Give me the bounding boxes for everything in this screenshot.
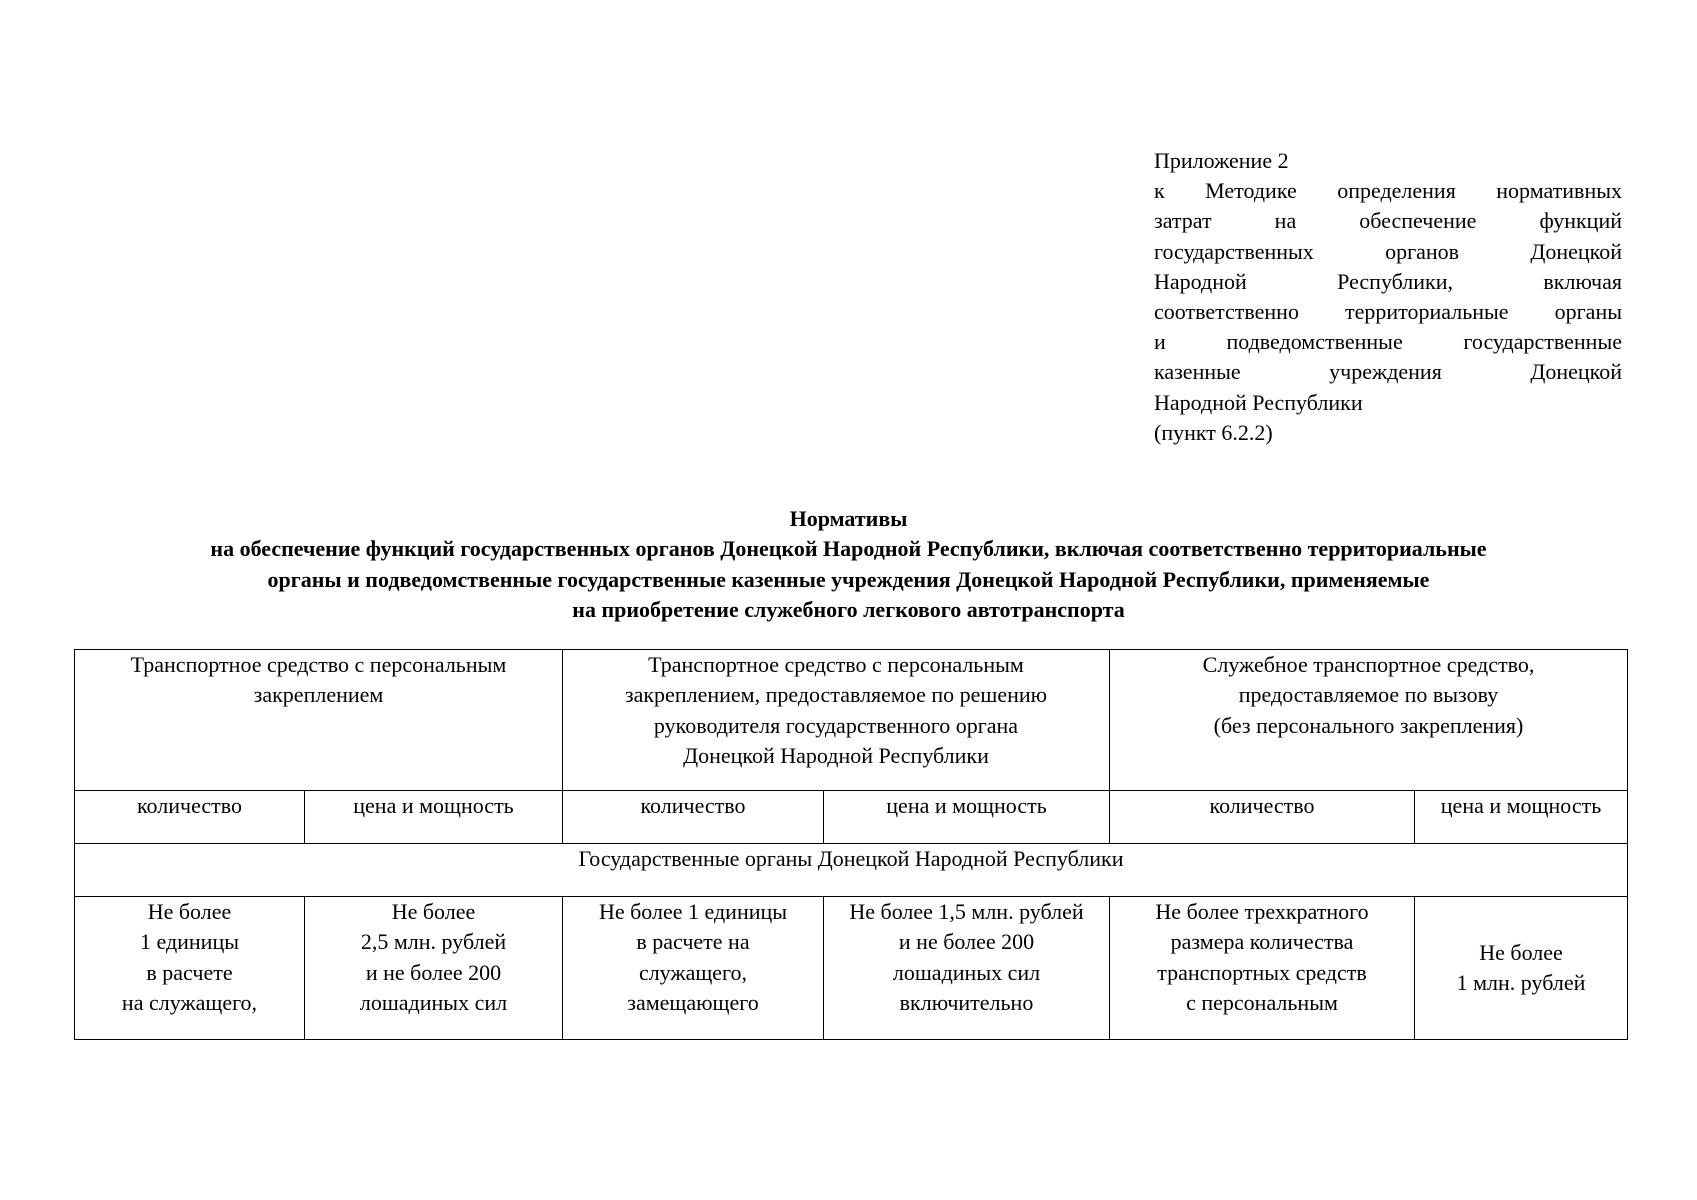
cell-line: Не более — [1479, 939, 1563, 965]
subheader-quantity: количество — [563, 791, 824, 844]
cell-line: Не более 1,5 млн. рублей — [849, 899, 1084, 924]
cell-line: 2,5 млн. рублей — [360, 929, 507, 955]
header-line: Донецкой Народной Республики — [683, 743, 989, 769]
appendix-line: соответственно территориальные органы — [1154, 299, 1622, 325]
title-heading: Нормативы — [789, 506, 908, 531]
header-line: Транспортное средство с персональным — [130, 652, 507, 677]
table-cell — [824, 897, 1110, 1040]
appendix-line: Народной Республики, включая — [1154, 268, 1622, 294]
appendix-line: государственных органов Донецкой — [1154, 238, 1622, 264]
subheader-price-power: цена и мощность — [1415, 791, 1628, 844]
cell-line: включительно — [899, 990, 1034, 1016]
title-line: на обеспечение функций государственных органов Донецкой Народной Республики, включая соответственно территориальные — [210, 536, 1487, 562]
appendix-line: затрат на обеспечение функций — [1154, 208, 1622, 234]
subheader-price-power: цена и мощность — [824, 791, 1110, 844]
cell-line: Не более — [391, 899, 476, 924]
cell-line: транспортных средств — [1157, 959, 1367, 985]
appendix-title: Приложение 2 — [1154, 148, 1289, 173]
cell-line: 1 единицы — [139, 929, 240, 955]
table-cell — [75, 897, 305, 1040]
header-line: закреплением — [253, 682, 384, 708]
cell-line: на служащего, — [121, 990, 258, 1016]
norms-table — [74, 649, 1628, 1040]
section-row: Государственные органы Донецкой Народной Республики — [75, 844, 1628, 897]
table-cell — [1110, 897, 1415, 1040]
header-personal-vehicle — [75, 650, 563, 791]
cell-line: и не более 200 — [365, 959, 502, 985]
appendix-line: к Методике определения нормативных — [1154, 178, 1622, 204]
cell-line: лошадиных сил — [892, 959, 1041, 985]
table-cell — [305, 897, 563, 1040]
cell-line: Не более — [147, 899, 232, 924]
cell-line: Не более трехкратного — [1155, 899, 1369, 924]
cell-line: лошадиных сил — [359, 990, 508, 1016]
subheader-quantity: количество — [75, 791, 305, 844]
cell-line: и не более 200 — [898, 929, 1035, 955]
appendix-line: и подведомственные государственные — [1154, 329, 1622, 355]
cell-line: размера количества — [1170, 929, 1354, 955]
subheader-quantity: количество — [1110, 791, 1415, 844]
appendix-note — [1154, 146, 1622, 448]
document-title — [60, 504, 1637, 626]
cell-line: замещающего — [627, 990, 759, 1016]
appendix-line: Народной Республики — [1154, 389, 1363, 415]
cell-line: служащего, — [638, 959, 748, 985]
header-line: Транспортное средство с персональным — [648, 652, 1024, 677]
header-line: закреплением, предоставляемое по решению — [624, 682, 1048, 708]
cell-line: Не более 1 единицы — [598, 899, 788, 924]
title-line: органы и подведомственные государственные казенные учреждения Донецкой Народной Республики, применяемые — [267, 566, 1430, 592]
table-row — [75, 897, 1628, 1040]
table-cell — [563, 897, 824, 1040]
header-line: Служебное транспортное средство, — [1202, 652, 1535, 677]
appendix-clause: (пункт 6.2.2) — [1154, 419, 1273, 445]
cell-line: в расчете на — [636, 929, 750, 955]
table-cell — [1415, 897, 1628, 1040]
cell-line: 1 млн. рублей — [1456, 970, 1586, 995]
header-personal-vehicle-by-decision — [563, 650, 1110, 791]
header-line: (без персонального закрепления) — [1213, 712, 1524, 738]
appendix-line: казенные учреждения Донецкой — [1154, 359, 1622, 385]
title-line: на приобретение служебного легкового автотранспорта — [572, 597, 1125, 623]
header-line: предоставляемое по вызову — [1238, 682, 1499, 708]
cell-line: в расчете — [146, 959, 233, 985]
header-line: руководителя государственного органа — [653, 712, 1019, 738]
cell-line: с персональным — [1186, 990, 1338, 1016]
subheader-price-power: цена и мощность — [305, 791, 563, 844]
header-on-call-vehicle — [1110, 650, 1628, 791]
